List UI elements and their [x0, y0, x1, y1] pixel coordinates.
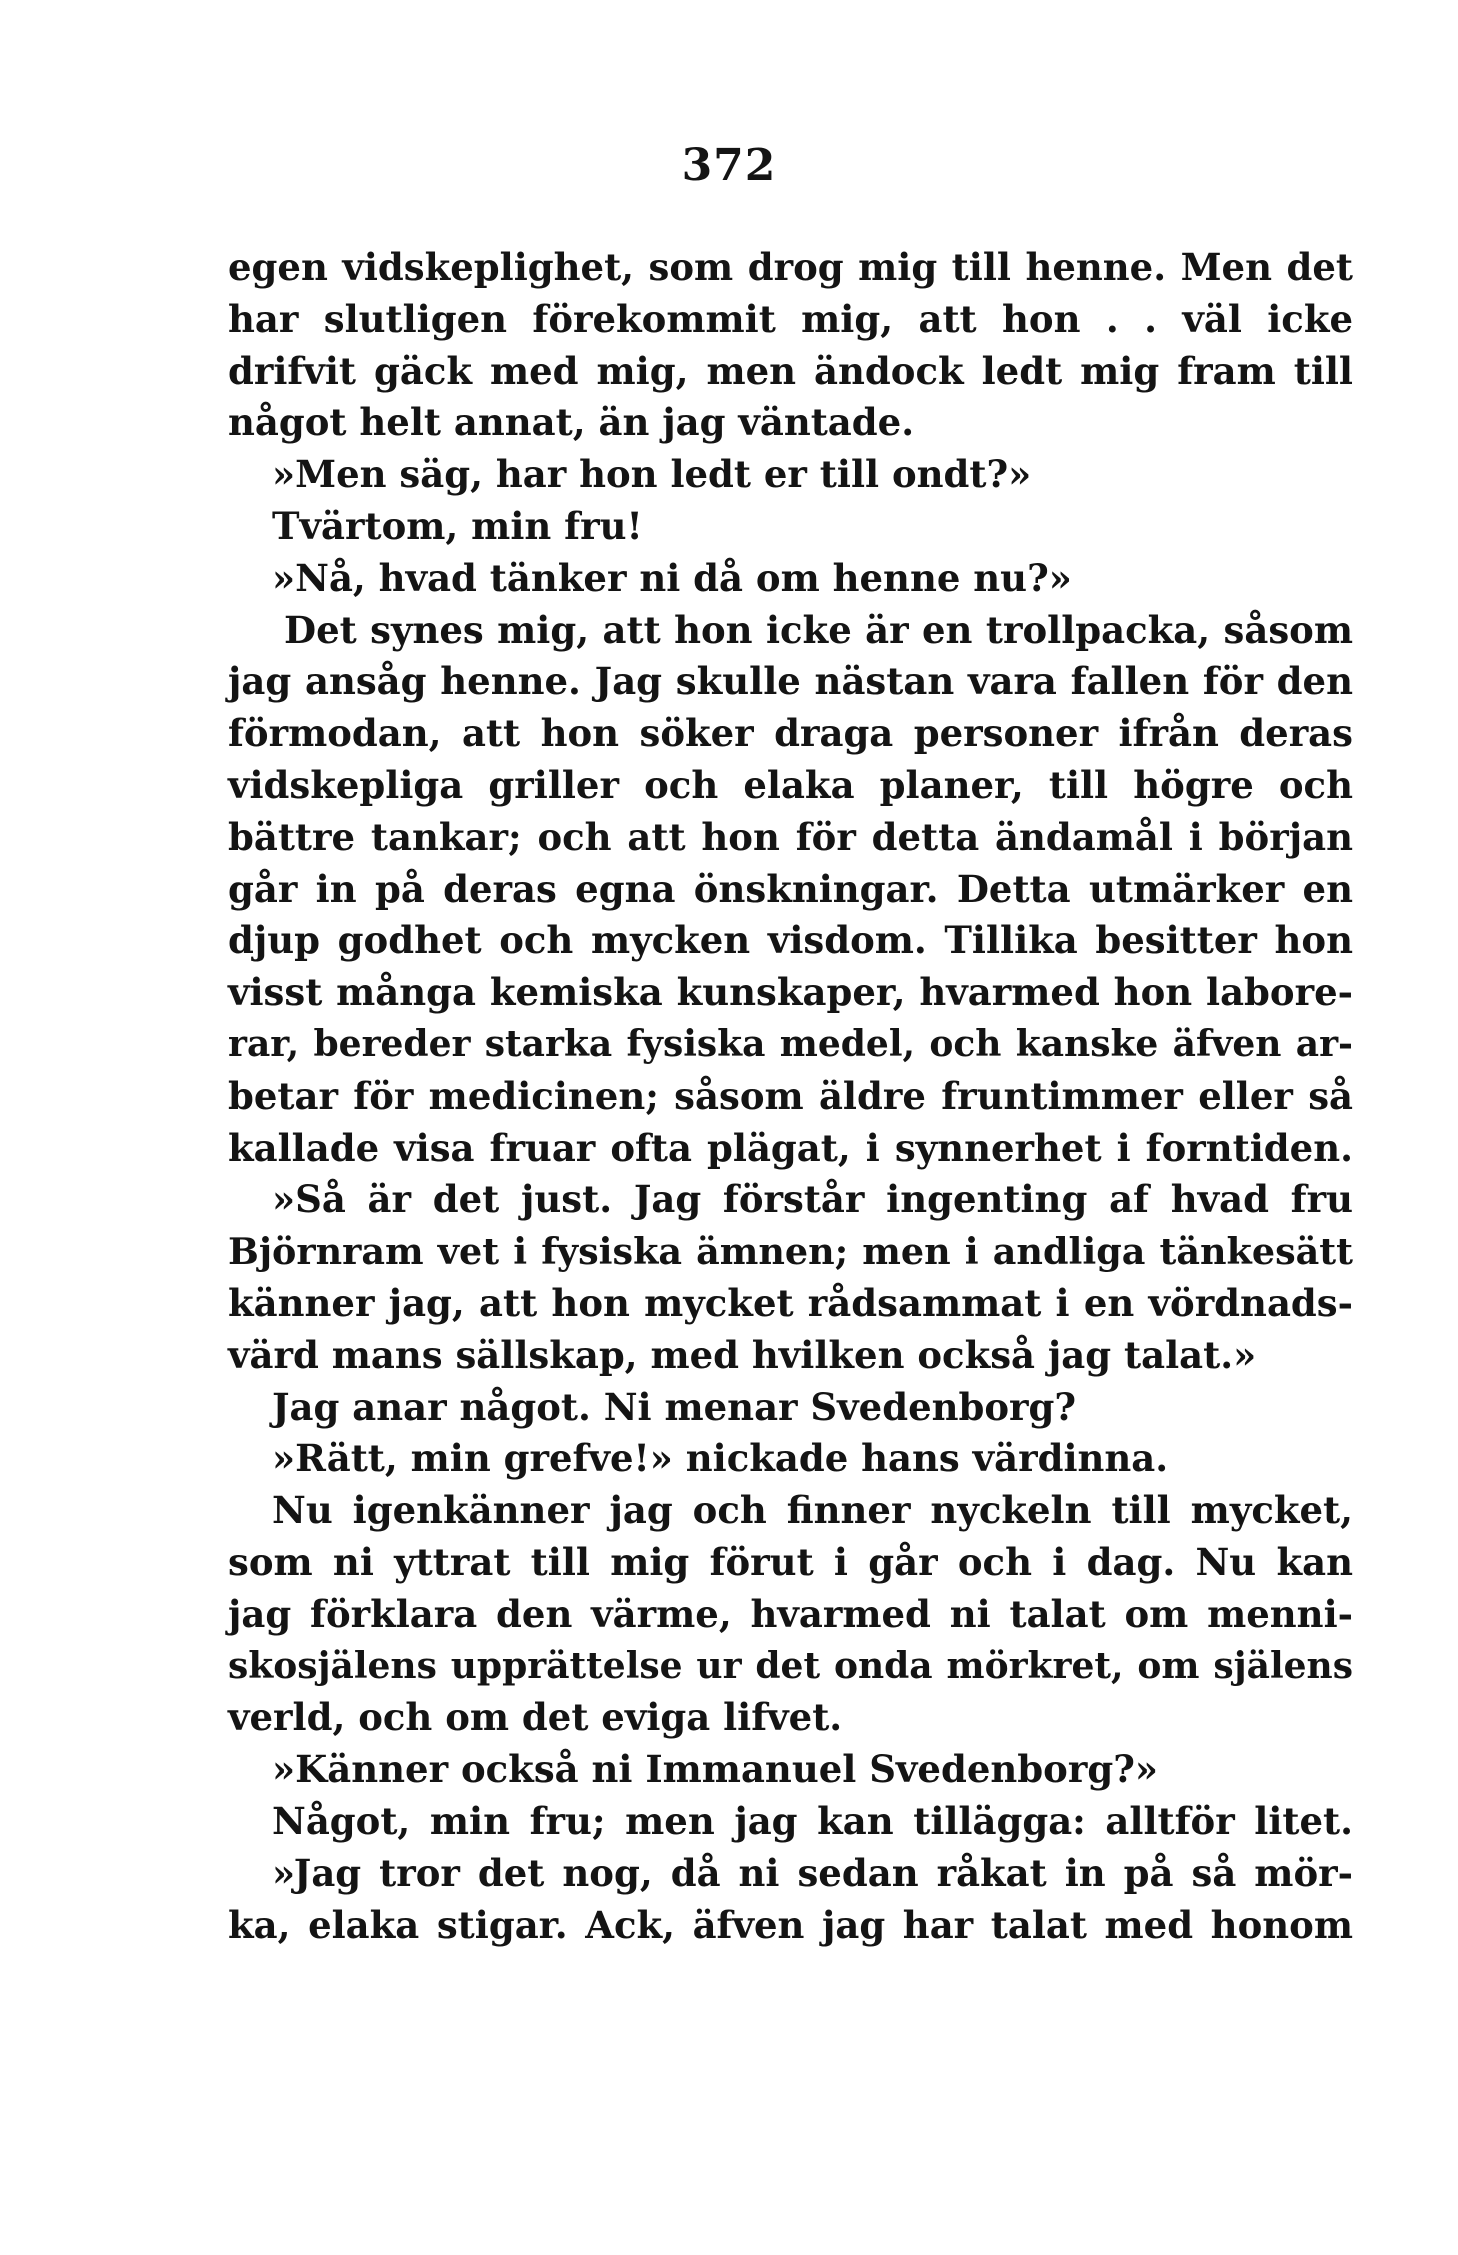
- text-line: »Rätt, min grefve!» nickade hans värdinna.: [272, 1436, 1169, 1481]
- text-line: går in på deras egna önskningar. Detta utmärker en: [228, 866, 1353, 911]
- body-text: [228, 242, 1353, 1951]
- text-line: »Men säg, har hon ledt er till ondt?»: [272, 452, 1032, 497]
- text-line: »Jag tror det nog, då ni sedan råkat in på så mör-: [272, 1850, 1353, 1895]
- text-line: vidskepliga griller och elaka planer, till högre och: [228, 762, 1353, 807]
- text-line: egen vidskeplighet, som drog mig till henne. Men det: [228, 245, 1353, 289]
- text-line: skosjälens upprättelse ur det onda mörkret, om själens: [228, 1644, 1353, 1687]
- text-line: betar för medicinen; såsom äldre fruntimmer eller så: [228, 1073, 1353, 1118]
- text-line: Björnram vet i fysiska ämnen; men i andliga tänkesätt: [228, 1230, 1353, 1274]
- text-line: visst många kemiska kunskaper, hvarmed hon labore-: [228, 970, 1353, 1015]
- text-line: har slutligen förekommit mig, att hon . . väl icke: [228, 296, 1353, 341]
- text-line: »Känner också ni Immanuel Svedenborg?»: [272, 1747, 1158, 1792]
- text-line: bättre tankar; och att hon för detta ändamål i början: [228, 814, 1353, 859]
- text-line: något helt annat, än jag väntade.: [228, 400, 915, 445]
- text-line: kallade visa fruar ofta plägat, i synnerhet i forntiden.: [228, 1125, 1353, 1170]
- text-line: förmodan, att hon söker draga personer ifrån deras: [228, 711, 1353, 756]
- page-number: 372: [681, 140, 777, 191]
- text-line: Tvärtom, min fru!: [272, 503, 643, 548]
- text-line: jag förklara den värme, hvarmed ni talat om menni-: [228, 1591, 1353, 1636]
- text-line: känner jag, att hon mycket rådsammat i en vördnads-: [228, 1280, 1353, 1325]
- text-line: Nu igenkänner jag och finner nyckeln till mycket,: [272, 1488, 1353, 1533]
- text-line: Det synes mig, att hon icke är en trollpacka, såsom: [284, 607, 1353, 652]
- text-line: drifvit gäck med mig, men ändock ledt mig fram till: [228, 348, 1353, 393]
- text-line: »Nå, hvad tänker ni då om henne nu?»: [272, 555, 1072, 600]
- text-line: Något, min fru; men jag kan tillägga: alltför litet.: [272, 1798, 1353, 1843]
- text-line: ka, elaka stigar. Ack, äfven jag har talat med honom: [228, 1902, 1353, 1947]
- text-line: som ni yttrat till mig förut i går och i dag. Nu kan: [228, 1539, 1353, 1584]
- text-line: värd mans sällskap, med hvilken också jag talat.»: [228, 1332, 1257, 1377]
- text-line: jag ansåg henne. Jag skulle nästan vara fallen för den: [228, 659, 1353, 704]
- text-line: rar, bereder starka fysiska medel, och kanske äfven ar-: [228, 1022, 1353, 1065]
- text-line: verld, och om det eviga lifvet.: [228, 1695, 843, 1740]
- text-line: djup godhet och mycken visdom. Tillika besitter hon: [228, 918, 1353, 963]
- text-line: »Så är det just. Jag förstår ingenting af hvad fru: [272, 1177, 1353, 1222]
- text-line: Jag anar något. Ni menar Svedenborg?: [272, 1384, 1077, 1429]
